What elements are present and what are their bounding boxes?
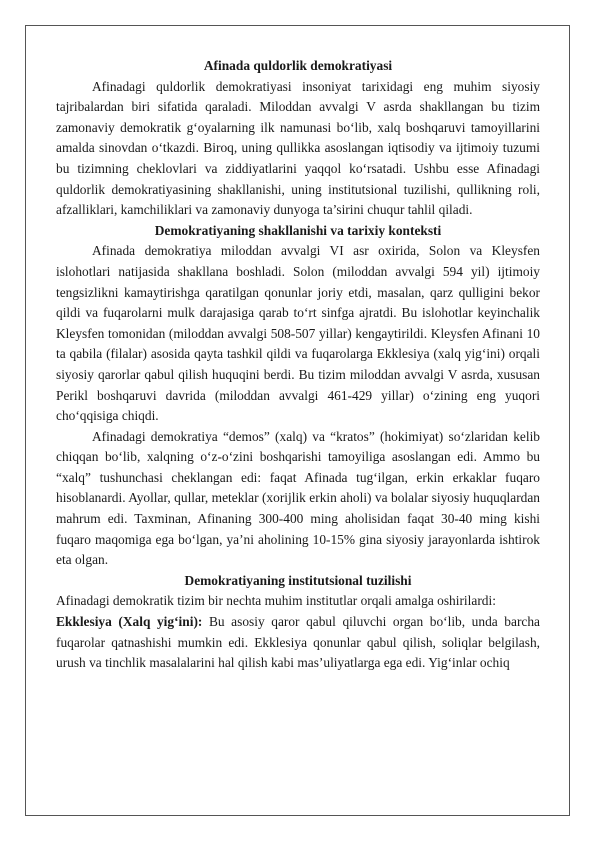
institution-text-ekklesiya: Bu asosiy qaror qabul qiluvchi organ bo‘lib, unda barcha fuqarolar qatnashishi mumkin edi. Ekklesiya qonunlar qabul qilish, soliqlar belgilash, urush va tinchlik masalalarini hal qilish kabi mas’uliyatlarga ega edi. Yig‘inlar ochiq <box>56 614 540 671</box>
formation-paragraph-1: Afinada demokratiya miloddan avvalgi VI asr oxirida, Solon va Kleysfen islohotlari natijasida shakllana boshladi. Solon (miloddan avvalgi 594 yil) ijtimoiy tengsizlikni kamaytirishga qaratilgan qonunlar joriy etdi, masalan, qarz qulligini bekor qildi va fuqarolarni mulk darajasiga qarab to‘rt sinfga ajratdi. Bu islohotlar keyinchalik Kleysfen tomonidan (miloddan avvalgi 508-507 yillar) kengaytirildi. Kleysfen Afinani 10 ta qabila (filalar) asosida qayta tashkil qildi va fuqarolarga Ekklesiya (xalq yig‘ini) orqali siyosiy qarorlar qabul qilish huquqini berdi. Bu tizim miloddan avvalgi V asrda, xususan Perikl boshqaruvi davrida (miloddan avvalgi 461-429 yillar) o‘zining eng yuqori cho‘qqisiga chiqdi. <box>56 243 540 424</box>
institution-item-ekklesiya <box>56 612 540 674</box>
section-heading-formation: Demokratiyaning shakllanishi va tarixiy konteksti <box>154 222 442 238</box>
institutions-lead: Afinadagi demokratik tizim bir nechta muhim institutlar orqali amalga oshirilardi: <box>56 593 496 609</box>
intro-paragraph: Afinadagi quldorlik demokratiyasi insoniyat tarixidagi eng muhim siyosiy tajribalardan biri sifatida qaraladi. Miloddan avvalgi V asrda shakllangan bu tizim zamonaviy demokratik g‘oyalarning ilk namunasi bo‘lib, xalq boshqaruvi tamoyillarini amalda sinovdan o‘tkazdi. Biroq, uning qullikka asoslangan iqtisodiy va ijtimoiy tuzumi bu tizimning cheklovlari va ziddiyatlarini yaqqol ko‘rsatadi. Ushbu esse Afinadagi quldorlik demokratiyasining shakllanishi, uning institutsional tuzilishi, qullikning roli, afzalliklari, kamchiliklari va zamonaviy dunyoga ta’sirini chuqur tahlil qiladi. <box>56 78 540 218</box>
formation-paragraph-2: Afinadagi demokratiya “demos” (xalq) va “kratos” (hokimiyat) so‘zlaridan kelib chiqqan bo‘lib, xalqning o‘z-o‘zini boshqarishi tamoyiliga asoslangan edi. Ammo bu “xalq” tushunchasi cheklangan edi: faqat Afinada tug‘ilgan, erkin erkaklar fuqaro hisoblanardi. Ayollar, qullar, meteklar (xorijlik erkin aholi) va bolalar siyosiy huquqlardan mahrum edi. Taxminan, Afinaning 300-400 ming aholisidan faqat 30-40 ming kishi fuqaro maqomiga ega bo‘lgan, ya’ni aholining 10-15% gina siyosiy jarayonlarda ishtirok eta olgan. <box>56 428 540 568</box>
section-heading-institutions: Demokratiyaning institutsional tuzilishi <box>184 572 412 588</box>
institution-term-ekklesiya: Ekklesiya (Xalq yig‘ini): <box>56 614 203 630</box>
document-body <box>56 56 540 674</box>
document-title: Afinada quldorlik demokratiyasi <box>203 58 393 73</box>
